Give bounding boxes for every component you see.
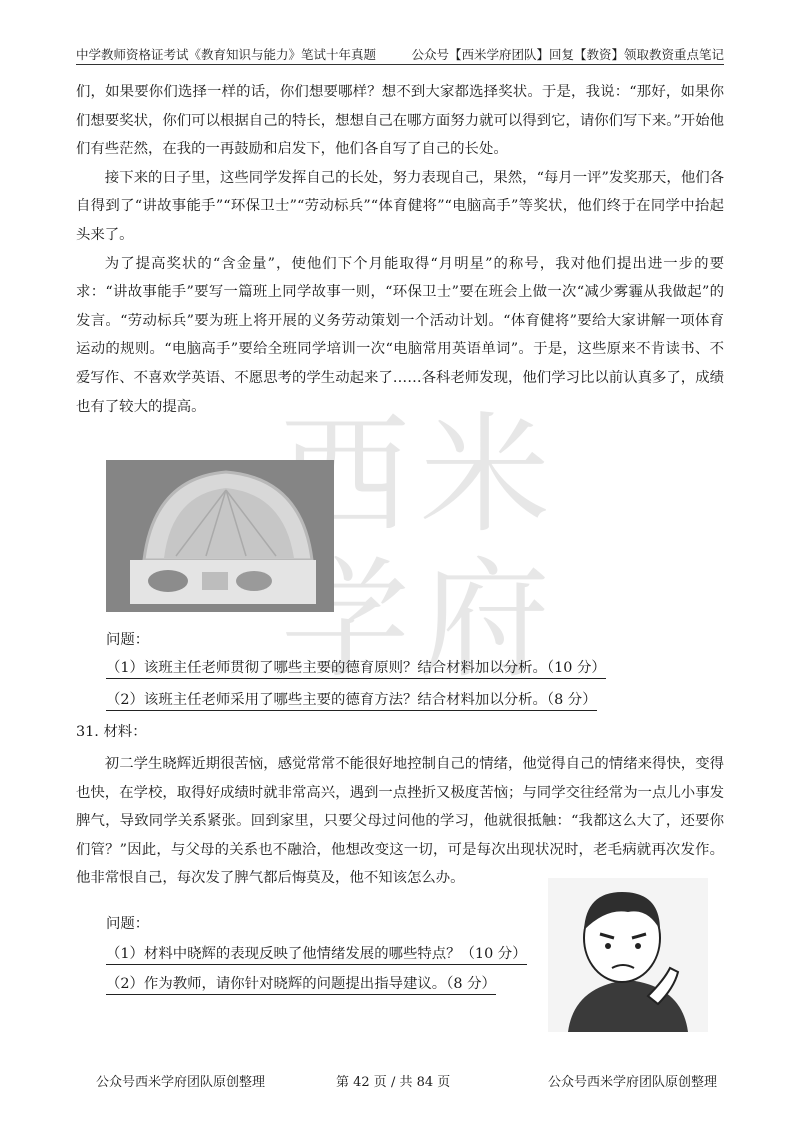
award-photo (106, 460, 334, 612)
award-photo-illustration (106, 460, 334, 612)
frustrated-boy-drawing (548, 878, 708, 1032)
q30-question-label: 问题： (106, 632, 150, 648)
page-number: 第 42 页 / 共 84 页 (336, 1075, 451, 1090)
q30-question-1: （1）该班主任老师贯彻了哪些主要的德育原则？结合材料加以分析。（10 分） (106, 656, 606, 679)
q31-question-label: 问题： (106, 916, 150, 932)
watermark-char-1: 西 (280, 399, 411, 551)
footer-right-text: 公众号西米学府团队原创整理 (548, 1075, 718, 1090)
passage-paragraph-1: 们，如果要你们选择一样的话，你们想要哪样？想不到大家都选择奖状。于是，我说：“那好，如果你们想要奖状，你们可以根据自己的特长，想想自己在哪方面努力就可以得到它，请你们写下来。”开始他们有些茫然，在我的一再鼓励和启发下，他们各自写了自己的长处。 (76, 84, 724, 158)
passage-continued (76, 78, 724, 421)
page-header (76, 40, 724, 65)
passage-paragraph-2: 接下来的日子里，这些同学发挥自己的长处，努力表现自己，果然，“每月一评”发奖那天，他们各自得到了“讲故事能手”“环保卫士”“劳动标兵”“体育健将”“电脑高手”等奖状，他们终于在同学中抬起头来了。 (76, 169, 724, 243)
header-right-text: 公众号【西米学府团队】回复【教资】领取教资重点笔记 (411, 47, 724, 62)
q31-material (76, 750, 724, 893)
watermark-char-4: 府 (420, 544, 551, 690)
q30-question-2: （2）该班主任老师采用了哪些主要的德育方法？结合材料加以分析。（8 分） (106, 688, 597, 711)
q31-question-2: （2）作为教师，请你针对晓辉的问题提出指导建议。（8 分） (106, 972, 496, 995)
watermark-char-3: 学 (280, 544, 411, 690)
q31-material-text: 初二学生晓辉近期很苦恼，感觉常常不能很好地控制自己的情绪，他觉得自己的情绪来得快，变得也快，在学校，取得好成绩时就非常高兴，遇到一点挫折又极度苦恼；与同学交往经常为一点儿小事发脾气，导致同学关系紧张。回到家里，只要父母过问他的学习，他就很抵触：“我都这么大了，还要你们管？”因此，与父母的关系也不融洽，他想改变这一切，可是每次出现状况时，老毛病就再次发作。他非常恨自己，每次发了脾气都后悔莫及，他不知该怎么办。 (76, 756, 724, 887)
header-left-text: 中学教师资格证考试《教育知识与能力》笔试十年真题 (76, 47, 377, 62)
q31-question-1: （1）材料中晓辉的表现反映了他情绪发展的哪些特点？（10 分） (106, 942, 527, 965)
student-illustration (548, 878, 708, 1032)
watermark-char-2: 米 (420, 399, 551, 551)
passage-paragraph-3: 为了提高奖状的“含金量”，使他们下个月能取得“月明星”的称号，我对他们提出进一步的要求：“讲故事能手”要写一篇班上同学故事一则，“环保卫士”要在班会上做一次“减少雾霾从我做起”的发言。“劳动标兵”要为班上将开展的义务劳动策划一个活动计划。“体育健将”要给大家讲解一项体育运动的规则。“电脑高手”要给全班同学培训一次“电脑常用英语单词”。于是，这些原来不肯读书、不爱写作、不喜欢学英语、不愿思考的学生动起来了……各科老师发现，他们学习比以前认真多了，成绩也有了较大的提高。 (76, 255, 724, 415)
q31-title: 31. 材料： (76, 724, 147, 740)
footer-left-text: 公众号西米学府团队原创整理 (96, 1075, 266, 1090)
